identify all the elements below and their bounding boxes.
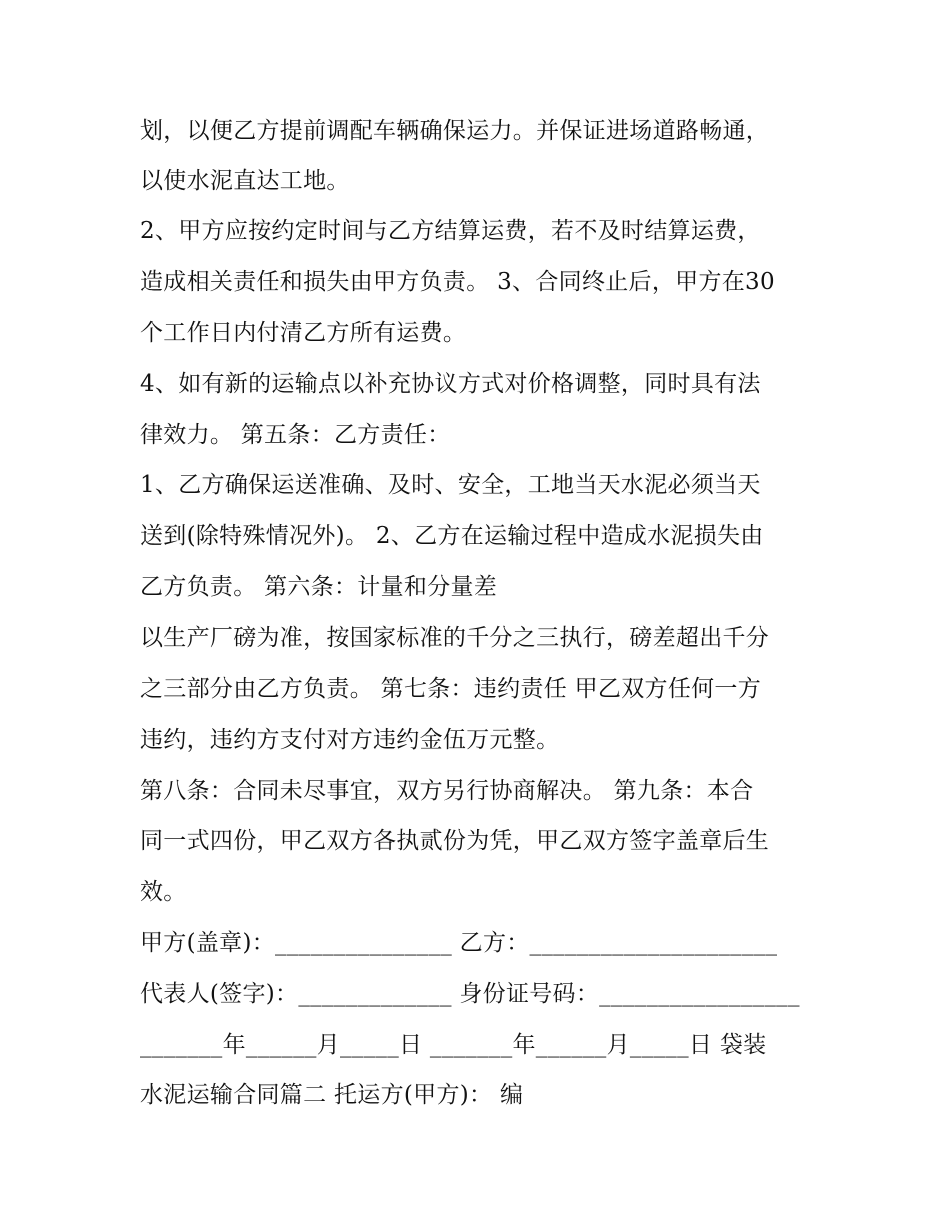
text-line: 造成相关责任和损失由甲方负责。 3、合同终止后，甲方在30 <box>140 269 775 295</box>
text-line: 效。 <box>140 879 187 905</box>
text-line: 乙方负责。 第六条：计量和分量差 <box>140 574 498 600</box>
signature-line-party-a-b: 甲方(盖章)：_______________ 乙方：_____________________ <box>140 930 778 956</box>
text-line: 4、如有新的运输点以补充协议方式对价格调整，同时具有法 <box>140 371 761 397</box>
text-line: 以使水泥直达工地。 <box>140 168 350 194</box>
text-line: 违约，违约方支付对方违约金伍万元整。 <box>140 727 560 753</box>
text-line: 第八条：合同未尽事宜，双方另行协商解决。 第九条：本合 <box>140 778 754 804</box>
text-line: 水泥运输合同篇二 托运方(甲方)： 编 <box>140 1082 524 1108</box>
text-line: 个工作日内付清乙方所有运费。 <box>140 320 467 346</box>
date-line: _______年______月_____日 _______年______月_____日 袋装 <box>140 1032 767 1058</box>
text-line: 送到(除特殊情况外)。 2、乙方在运输过程中造成水泥损失由 <box>140 523 764 549</box>
signature-line-representative-id: 代表人(签字)：_____________ 身份证号码：_________________ <box>140 981 800 1007</box>
text-line: 划，以便乙方提前调配车辆确保运力。并保证进场道路畅通， <box>140 118 770 144</box>
text-line: 之三部分由乙方负责。 第七条：违约责任 甲乙双方任何一方 <box>140 676 762 702</box>
text-line: 1、乙方确保运送准确、及时、安全，工地当天水泥必须当天 <box>140 472 761 498</box>
text-line: 2、甲方应按约定时间与乙方结算运费，若不及时结算运费， <box>140 218 761 244</box>
text-line: 同一式四份，甲乙双方各执贰份为凭，甲乙双方签字盖章后生 <box>140 828 770 854</box>
text-line: 以生产厂磅为准，按国家标准的千分之三执行，磅差超出千分 <box>140 625 770 651</box>
text-line: 律效力。 第五条：乙方责任： <box>140 422 451 448</box>
